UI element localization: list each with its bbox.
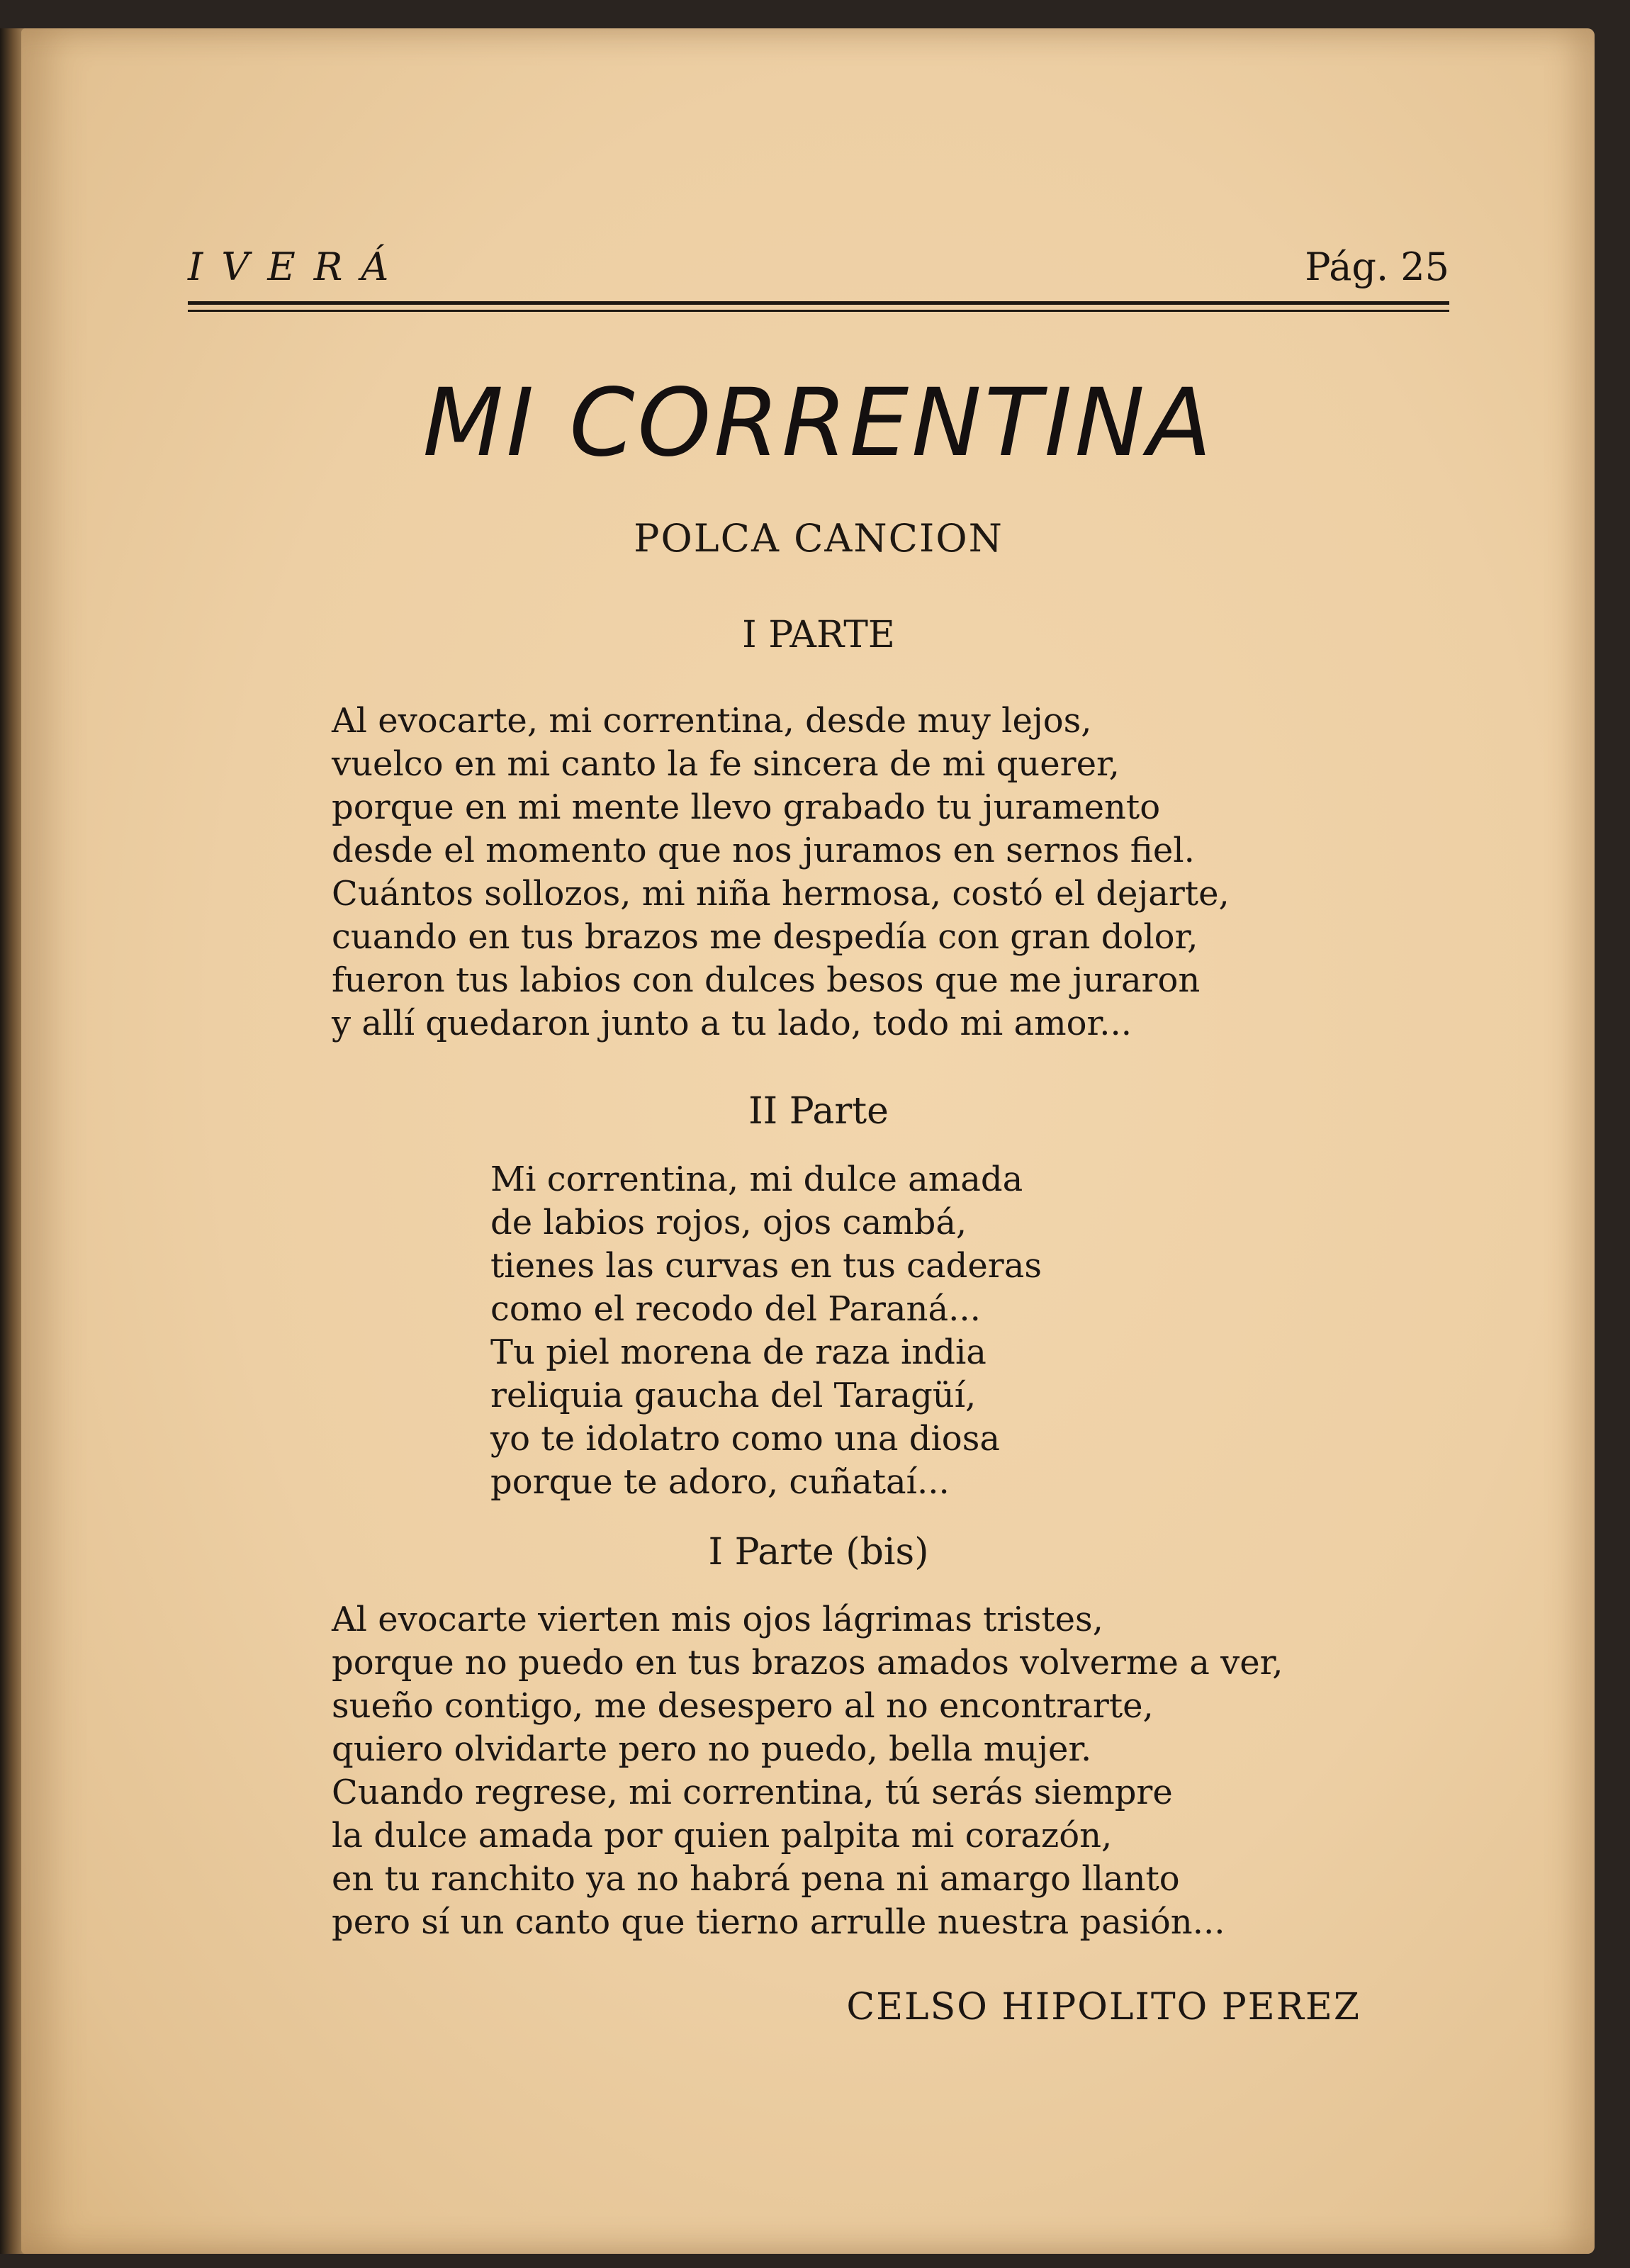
stanza-1 [332,700,1230,1045]
verse-line: Mi correntina, mi dulce amada [490,1160,1023,1199]
poem-title: MI CORRENTINA [422,369,1215,478]
verse-line: pero sí un canto que tierno arrulle nuestra pasión... [332,1902,1225,1942]
verse-line: la dulce amada por quien palpita mi corazón, [332,1816,1113,1856]
section-heading-3: I Parte (bis) [708,1531,929,1573]
verse-line: en tu ranchito ya no habrá pena ni amargo llanto [332,1859,1180,1899]
verse-line: vuelco en mi canto la fe sincera de mi querer, [332,744,1120,784]
verse-line: yo te idolatro como una diosa [490,1419,1000,1459]
verse-line: tienes las curvas en tus caderas [490,1246,1042,1286]
verse-line: y allí quedaron junto a tu lado, todo mi amor... [332,1004,1132,1043]
verse-line: Tu piel morena de raza india [490,1332,987,1372]
header-rule [188,301,1449,305]
section-heading-1: I PARTE [742,614,895,656]
verse-line: fueron tus labios con dulces besos que me juraron [332,960,1201,1000]
journal-name: IVERÁ [188,245,408,289]
verse-line: Cuántos sollozos, mi niña hermosa, costó el dejarte, [332,874,1230,914]
page-number: Pág. 25 [1305,245,1449,289]
verse-line: Al evocarte, mi correntina, desde muy lejos, [332,701,1092,741]
section-heading-2: II Parte [748,1090,889,1133]
poem-subtitle: POLCA CANCION [634,516,1004,561]
verse-line: Cuando regrese, mi correntina, tú serás siempre [332,1773,1173,1812]
verse-line: reliquia gaucha del Taragüí, [490,1376,977,1415]
verse-line: de labios rojos, ojos cambá, [490,1203,967,1242]
verse-line: como el recodo del Paraná... [490,1289,981,1329]
stanza-3 [332,1598,1283,1944]
verse-line: quiero olvidarte pero no puedo, bella mujer. [332,1729,1092,1769]
verse-line: Al evocarte vierten mis ojos lágrimas tristes, [332,1600,1103,1639]
verse-line: porque no puedo en tus brazos amados volverme a ver, [332,1643,1283,1683]
verse-line: desde el momento que nos juramos en sernos fiel. [332,831,1195,870]
author-signature: CELSO HIPOLITO PEREZ [846,1986,1361,2028]
verse-line: cuando en tus brazos me despedía con gran dolor, [332,917,1198,957]
verse-line: porque en mi mente llevo grabado tu juramento [332,787,1161,827]
verse-line: porque te adoro, cuñataí... [490,1462,950,1502]
verse-line: sueño contigo, me desespero al no encontrarte, [332,1686,1154,1726]
running-header [188,245,1449,294]
header-rule-thin [188,310,1449,312]
stanza-2 [490,1158,1042,1504]
